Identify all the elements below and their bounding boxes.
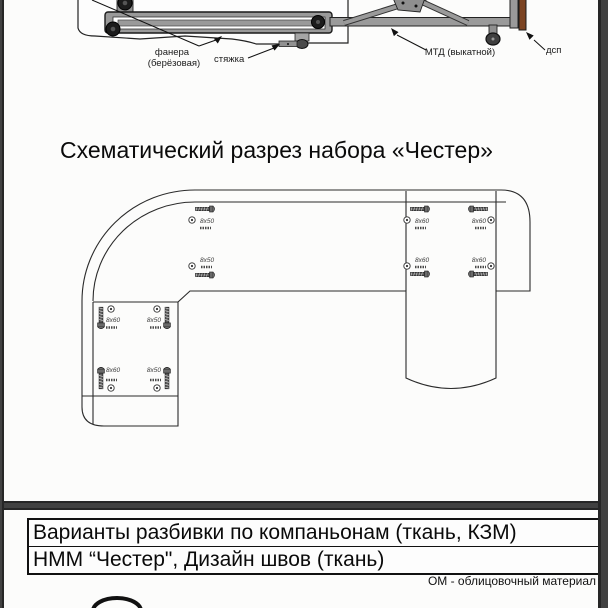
label-tie: стяжка — [214, 54, 245, 65]
label-plywood-2: (берёзовая) — [147, 58, 201, 69]
screw-icon — [164, 307, 171, 328]
seam-design-row — [29, 547, 598, 573]
screw-size-label: 8x60 — [106, 317, 121, 324]
screw-size-label: 8x50 — [146, 367, 161, 374]
sofa-section-drawing — [78, 0, 561, 69]
seam-design-text: НММ “Честер", Дизайн швов (ткань) — [33, 548, 385, 571]
screw-size-label: 8x50 — [200, 218, 215, 225]
screw-icon — [468, 206, 487, 212]
screw-size-label: 8x50 — [200, 257, 215, 264]
page-border-right — [598, 0, 601, 608]
label-mtd: МТД (выкатной) — [424, 47, 496, 58]
washer-icon — [488, 263, 494, 269]
plan-inner-arc — [93, 202, 195, 301]
screw-icon — [196, 206, 215, 212]
washer-icon — [108, 385, 114, 391]
fabric-variants-row — [29, 520, 598, 547]
dsp-panel — [519, 0, 526, 30]
catalog-page-top — [4, 0, 598, 501]
washer-icon — [108, 306, 114, 312]
label-dsp: дсп — [546, 45, 562, 56]
screw-icon — [411, 271, 430, 277]
chester-plan-diagram — [82, 190, 530, 426]
washer-icon — [189, 217, 195, 223]
plan-outline — [82, 190, 530, 426]
screw-size-label: 8x60 — [471, 257, 486, 264]
stamp-ellipse — [88, 596, 148, 608]
catalog-page-bottom — [4, 510, 598, 608]
washer-icon — [154, 306, 160, 312]
page1-bottom-border — [2, 501, 601, 503]
plan-washers — [108, 217, 494, 391]
schematic-drawing — [4, 0, 598, 501]
plan-confirmats — [106, 228, 486, 380]
screw-icon — [98, 367, 105, 388]
washer-icon — [488, 217, 494, 223]
section-title-box — [27, 518, 598, 575]
screw-size-label: 8x60 — [415, 218, 430, 225]
screw-icon — [411, 206, 430, 212]
page-title: Схематический разрез набора «Честер» — [60, 137, 493, 163]
tie-fastener — [279, 41, 297, 47]
label-plywood: фанера — [154, 47, 190, 58]
plan-screws — [98, 206, 488, 389]
screw-size-label: 8x60 — [471, 218, 486, 225]
screw-icon — [164, 367, 171, 388]
screw-size-label: 8x60 — [415, 257, 430, 264]
washer-icon — [404, 217, 410, 223]
screw-size-label: 8x50 — [146, 317, 161, 324]
plan-screw-labels — [106, 218, 486, 374]
screw-icon — [196, 272, 215, 278]
fabric-variants-text: Варианты разбивки по компаньонам (ткань, КЗМ) — [33, 521, 517, 544]
screw-icon — [98, 307, 105, 328]
washer-icon — [404, 263, 410, 269]
screw-icon — [468, 271, 487, 277]
washer-icon — [189, 263, 195, 269]
washer-icon — [154, 385, 160, 391]
om-material-caption: ОМ - облицовочный материал — [427, 574, 596, 588]
plywood-slat — [118, 20, 322, 26]
caster-wheel-icon — [486, 25, 500, 45]
screw-size-label: 8x60 — [106, 367, 121, 374]
